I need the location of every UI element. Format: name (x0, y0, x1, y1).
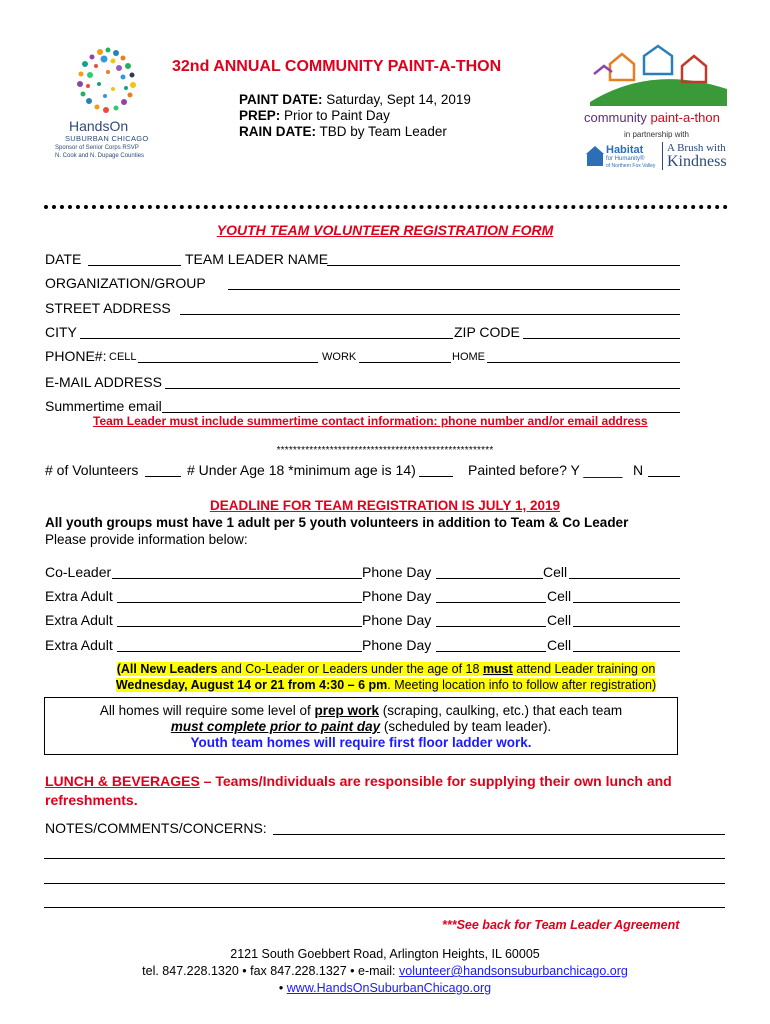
training-text-1: and Co-Leader or Leaders under the age of 18 (217, 662, 483, 676)
form-title: YOUTH TEAM VOLUNTEER REGISTRATION FORM (216, 222, 554, 238)
team-leader-label: TEAM LEADER NAME (185, 251, 329, 267)
provide-info-text: Please provide information below: (45, 532, 248, 547)
adult-row-phone-label: Phone Day (362, 637, 432, 653)
lunch-heading: LUNCH & BEVERAGES (45, 773, 200, 789)
brand-community: community (584, 110, 651, 125)
email-label: E-MAIL ADDRESS (45, 374, 162, 390)
notes-field-1[interactable] (273, 834, 725, 835)
handson-subname: SUBURBAN CHICAGO (65, 134, 149, 143)
rain-date-label: RAIN DATE: (239, 124, 316, 139)
training-must: must (482, 662, 513, 676)
footer-tel-fax: tel. 847.228.1320 • fax 847.228.1327 • e-mail: (142, 964, 400, 978)
event-title: 32nd ANNUAL COMMUNITY PAINT-A-THON (172, 58, 502, 75)
dotted-divider (44, 205, 728, 209)
organization-label: ORGANIZATION/GROUP (45, 275, 206, 291)
training-paren: ( (116, 662, 121, 676)
cell-label: CELL (109, 351, 137, 363)
brush-line1: A Brush with (667, 142, 726, 154)
adult-row-cell-label: Cell (547, 637, 572, 653)
painted-no-field[interactable] (648, 476, 680, 477)
training-notice (112, 661, 660, 693)
handson-sponsor-2: N. Cook and N. Dupage Counties (55, 153, 145, 159)
summer-email-label: Summertime email (45, 398, 162, 414)
houses-hill-graphic (582, 44, 732, 106)
work-phone-field[interactable] (359, 362, 451, 363)
rain-date-line (239, 124, 447, 139)
prep-must-complete: must complete prior to paint day (170, 719, 381, 734)
training-text-3: . Meeting location info to follow after registration) (387, 678, 657, 692)
volunteers-field[interactable] (145, 476, 181, 477)
adult-row-cell-label: Cell (543, 564, 568, 580)
adult-ratio-rule: All youth groups must have 1 adult per 5 youth volunteers in addition to Team & Co Leader (45, 515, 629, 530)
co-leader-cell-field[interactable] (569, 578, 680, 579)
lunch-notice (45, 772, 735, 810)
zip-label: ZIP CODE (454, 324, 520, 340)
footer-contact (0, 964, 770, 978)
city-field[interactable] (80, 338, 453, 339)
habitat-sub2: of Northern Fox Valley (606, 163, 656, 169)
extra-adult-2-phone-field[interactable] (436, 626, 546, 627)
adult-row-label: Extra Adult (45, 637, 113, 653)
deadline-title: DEADLINE FOR TEAM REGISTRATION IS JULY 1, 2019 (209, 498, 561, 513)
habitat-logo (586, 142, 656, 172)
adult-row-cell-label: Cell (547, 588, 572, 604)
extra-adult-1-phone-field[interactable] (436, 602, 546, 603)
paint-a-thon-logo (582, 44, 742, 174)
footer-bullet: • (278, 981, 287, 995)
zip-field[interactable] (523, 338, 680, 339)
handson-sponsor-1: Sponsor of Senior Corps RSVP (55, 145, 139, 151)
co-leader-phone-field[interactable] (436, 578, 543, 579)
adult-row-label: Co-Leader (45, 564, 112, 580)
training-dates: Wednesday, August 14 or 21 from 4:30 – 6 pm (115, 678, 388, 692)
prep-work-emphasis: prep work (314, 703, 379, 718)
extra-adult-1-name-field[interactable] (117, 602, 362, 603)
prep-line-2: must complete prior to paint day (scheduled by team leader). (170, 719, 552, 734)
footer-website-link[interactable]: www.HandsOnSuburbanChicago.org (286, 981, 492, 995)
city-label: CITY (45, 324, 77, 340)
stars-separator: ***************************************************** (276, 445, 494, 456)
painted-no-label: N (633, 462, 644, 478)
street-label: STREET ADDRESS (45, 300, 171, 316)
prep-line-1: All homes will require some level of prep work (scraping, caulking, etc.) that each team (99, 703, 623, 718)
brand-paint-a-thon: paint-a-thon (650, 110, 720, 125)
under18-label: # Under Age 18 *minimum age is 14) (187, 462, 416, 478)
prep-value: Prior to Paint Day (284, 108, 390, 123)
footer-address: 2121 South Goebbert Road, Arlington Heights, IL 60005 (230, 947, 540, 961)
adult-row-label: Extra Adult (45, 588, 113, 604)
extra-adult-2-cell-field[interactable] (573, 626, 680, 627)
handson-logo (55, 44, 165, 162)
notes-field-4[interactable] (44, 907, 725, 908)
training-new-leaders: All New Leaders (120, 662, 218, 676)
paint-date-label: PAINT DATE: (239, 92, 323, 107)
footer-website-line (0, 981, 770, 995)
see-back-note: ***See back for Team Leader Agreement (442, 918, 680, 932)
habitat-house-icon (586, 145, 604, 167)
extra-adult-3-name-field[interactable] (117, 651, 362, 652)
extra-adult-2-name-field[interactable] (117, 626, 362, 627)
extra-adult-1-cell-field[interactable] (573, 602, 680, 603)
lunch-text: – Teams/Individuals are responsible for supplying their own lunch and refreshments. (45, 773, 672, 808)
notes-field-2[interactable] (44, 858, 725, 859)
work-label: WORK (322, 351, 357, 363)
paint-date-line (239, 92, 471, 107)
phone-label: PHONE#: (45, 348, 107, 364)
footer-email-link[interactable]: volunteer@handsonsuburbanchicago.org (399, 964, 628, 978)
prep-work-box (44, 697, 678, 755)
ladder-work-note: Youth team homes will require first floor ladder work. (190, 735, 532, 750)
habitat-sub: for Humanity® (606, 156, 645, 162)
paint-date-value: Saturday, Sept 14, 2019 (326, 92, 471, 107)
co-leader-name-field[interactable] (112, 578, 362, 579)
street-field[interactable] (180, 314, 680, 315)
brush-kindness-logo (662, 142, 727, 170)
prep-line (239, 108, 390, 123)
extra-adult-3-cell-field[interactable] (573, 651, 680, 652)
team-leader-field[interactable] (327, 265, 680, 266)
home-label: HOME (452, 351, 485, 363)
adult-row-phone-label: Phone Day (362, 612, 432, 628)
prep-label: PREP: (239, 108, 281, 123)
adult-row-phone-label: Phone Day (362, 564, 432, 580)
habitat-name: Habitat (606, 144, 644, 156)
under18-field[interactable] (419, 476, 453, 477)
handson-dots-graphic (55, 44, 165, 124)
summer-contact-note: Team Leader must include summertime contact information: phone number and/or email address (93, 414, 648, 428)
notes-label: NOTES/COMMENTS/CONCERNS: (45, 820, 267, 836)
email-field[interactable] (165, 388, 680, 389)
cell-phone-field[interactable] (138, 362, 318, 363)
summer-email-field[interactable] (162, 412, 680, 413)
brush-line2: Kindness (667, 153, 727, 170)
rain-date-value: TBD by Team Leader (319, 124, 447, 139)
notes-field-3[interactable] (44, 883, 725, 884)
paint-a-thon-brand (584, 110, 720, 125)
partnership-text: in partnership with (624, 130, 689, 139)
adult-row-phone-label: Phone Day (362, 588, 432, 604)
training-text-2: attend Leader training on (512, 662, 656, 676)
adult-row-label: Extra Adult (45, 612, 113, 628)
home-phone-field[interactable] (487, 362, 680, 363)
painted-before-label: Painted before? Y _____ (468, 462, 623, 478)
date-label: DATE (45, 251, 82, 267)
extra-adult-3-phone-field[interactable] (436, 651, 546, 652)
volunteers-label: # of Volunteers (45, 462, 139, 478)
date-field[interactable] (88, 265, 181, 266)
adult-row-cell-label: Cell (547, 612, 572, 628)
organization-field[interactable] (228, 289, 680, 290)
handson-name: HandsOn (69, 118, 129, 134)
